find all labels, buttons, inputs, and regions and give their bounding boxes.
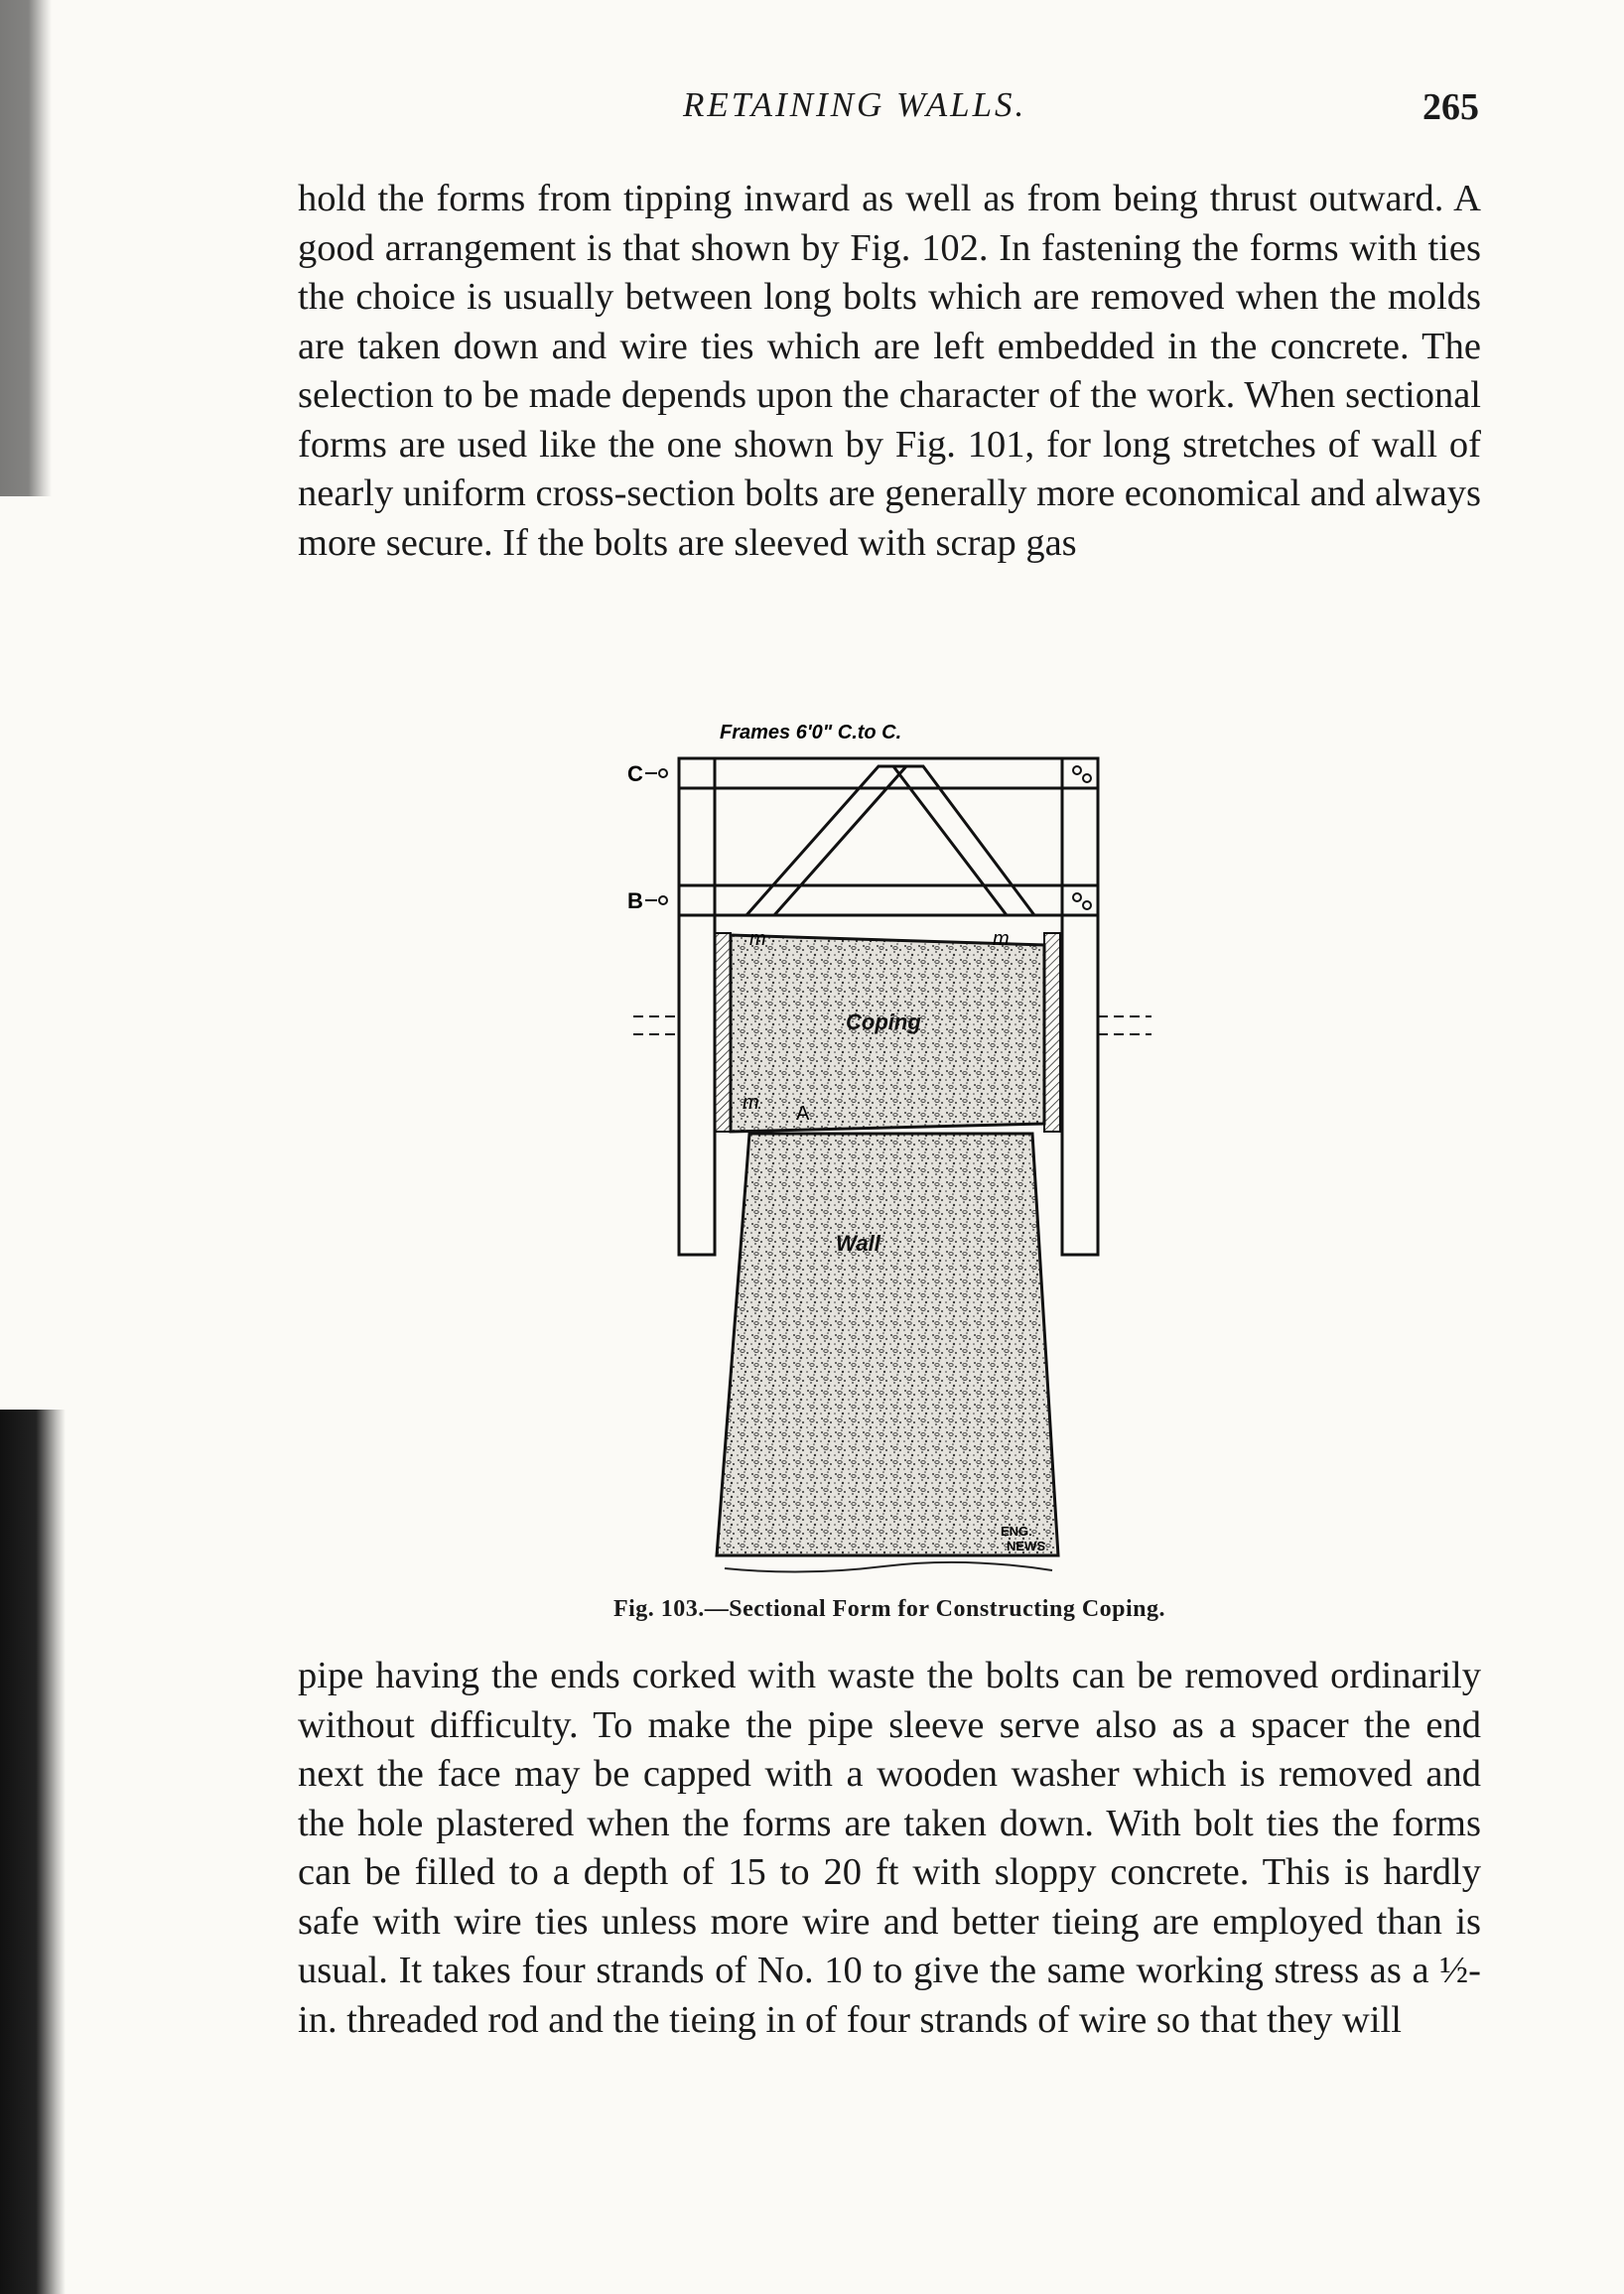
- figure-103: [625, 707, 1161, 1595]
- right-post: [1062, 758, 1098, 1255]
- beam-b: [679, 885, 1098, 915]
- figure-caption: Fig. 103.—Sectional Form for Constructing Coping.: [612, 1596, 1166, 1622]
- beam-c: [679, 758, 1098, 788]
- bolt-c-right: [1073, 766, 1081, 774]
- bolt-b-right-2: [1083, 901, 1091, 909]
- label-c: C: [627, 761, 643, 786]
- body-paragraph-top: hold the forms from tipping inward as well as from being thrust outward. A good arrangement is that shown by Fig. 102. In fastening the forms with ties the choice is usually between long bolts which are removed when the molds are taken down and wire ties which are left embedded in the concrete. The selection to be made depends upon the character of the work. When sectional forms are used like the one shown by Fig. 101, for long stretches of wall of nearly uniform cross-section bolts are generally more economical and always more secure. If the bolts are sleeved with scrap gas: [298, 178, 1481, 564]
- body-paragraph-bottom: pipe having the ends corked with waste the bolts can be removed ordinarily without difficulty. To make the pipe sleeve serve also as a spacer the end next the face may be capped with a wooden washer which is removed and the hole plastered when the forms are taken down. With bolt ties the forms can be filled to a depth of 15 to 20 ft with sloppy concrete. This is hardly safe with wire ties unless more wire and better tieing are employed than is usual. It takes four strands of No. 10 to give the same working stress as a ½-in. threaded rod and the tieing in of four strands of wire so that they will: [298, 1655, 1481, 2041]
- ground-line: [725, 1562, 1052, 1572]
- running-head: RETAINING WALLS.: [683, 85, 1027, 124]
- page-header: [294, 85, 1485, 135]
- label-m-top-right: m: [993, 928, 1010, 950]
- page-number: 265: [1422, 86, 1479, 128]
- label-b: B: [627, 888, 643, 913]
- credit-eng: ENG.: [1001, 1524, 1032, 1539]
- left-form-board: [715, 933, 731, 1132]
- scan-shadow-top: [0, 0, 52, 496]
- scan-shadow-bottom: [0, 1410, 66, 2294]
- bolt-b: [659, 896, 667, 904]
- form-diagram: [625, 707, 1161, 1595]
- wall-section: [717, 1134, 1058, 1555]
- label-coping: Coping: [846, 1010, 921, 1034]
- left-post: [679, 758, 715, 1255]
- label-m-top-left: m: [749, 928, 766, 950]
- label-a: A: [796, 1103, 810, 1125]
- right-form-board: [1044, 933, 1060, 1132]
- label-wall: Wall: [836, 1231, 880, 1256]
- bolt-c: [659, 769, 667, 777]
- bolt-b-right: [1073, 893, 1081, 901]
- credit-news: NEWS: [1007, 1539, 1045, 1553]
- bolt-c-right-2: [1083, 774, 1091, 782]
- figure-title-label: Frames 6'0" C.to C.: [720, 722, 902, 743]
- label-m-bottom: m: [743, 1092, 759, 1114]
